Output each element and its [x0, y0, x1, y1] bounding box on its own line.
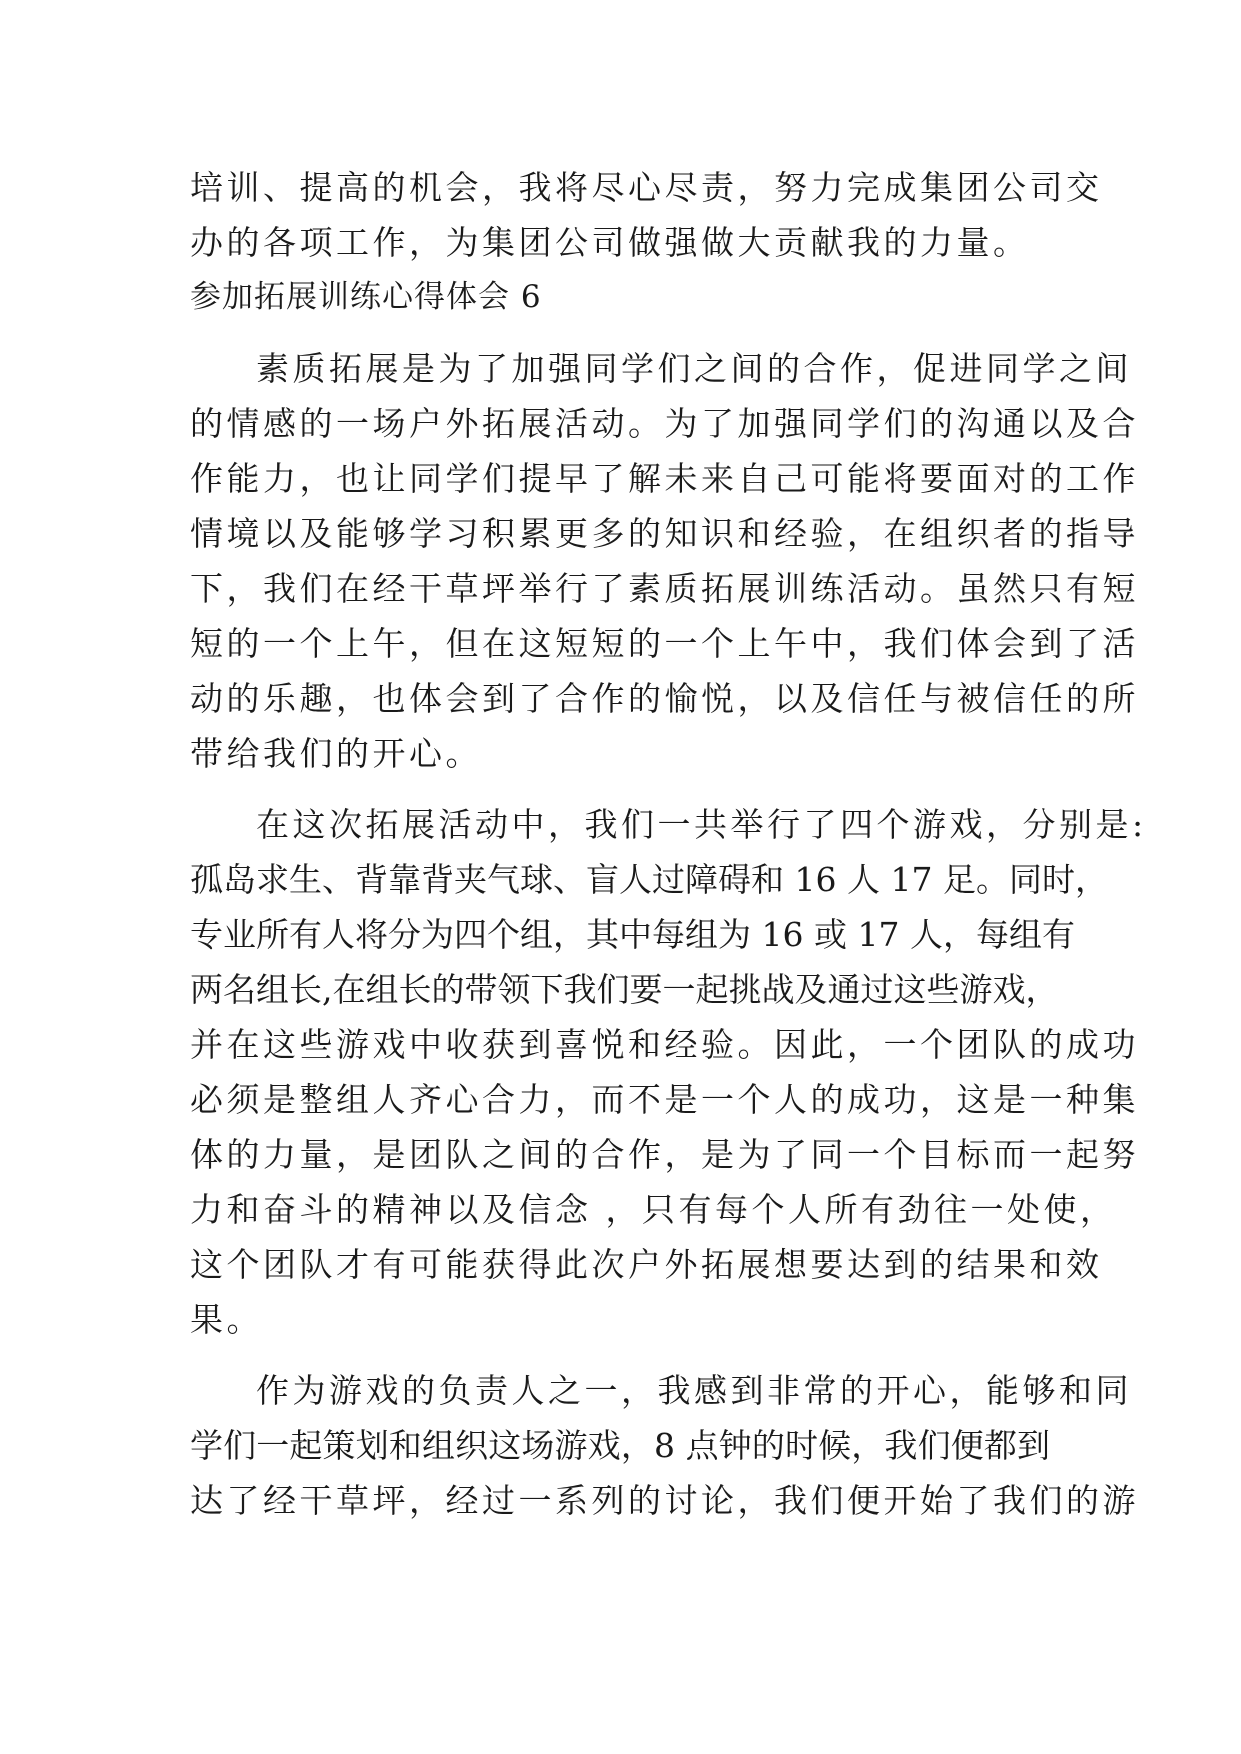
text-line: 并在这些游戏中收获到喜悦和经验。因此，一个团队的成功: [190, 1025, 1139, 1064]
text-line: 下，我们在经干草坪举行了素质拓展训练活动。虽然只有短: [190, 569, 1139, 608]
continuation-paragraph: [190, 160, 1103, 270]
text-line: 力和奋斗的精神以及信念 ，只有每个人所有劲往一处使，: [190, 1190, 1117, 1229]
text-line: 果。: [190, 1300, 263, 1339]
text-line: 培训、提高的机会，我将尽心尽责，努力完成集团公司交: [190, 168, 1103, 207]
text-line: 体的力量，是团队之间的合作，是为了同一个目标而一起努: [190, 1135, 1139, 1174]
text-line: 短的一个上午，但在这短短的一个上午中，我们体会到了活: [190, 624, 1139, 663]
text-line: 办的各项工作，为集团公司做强做大贡献我的力量。: [190, 223, 1030, 262]
text-line: 这个团队才有可能获得此次户外拓展想要达到的结果和效: [190, 1245, 1103, 1284]
text-line: 的情感的一场户外拓展活动。为了加强同学们的沟通以及合: [190, 404, 1139, 443]
paragraph-3: [190, 1363, 1139, 1528]
text-line: 带给我们的开心。: [190, 734, 482, 773]
paragraph-1: [190, 341, 1139, 781]
text-line: 达了经干草坪，经过一系列的讨论，我们便开始了我们的游: [190, 1481, 1139, 1520]
text-line: 专业所有人将分为四个组，其中每组为 16 或 17 人，每组有: [190, 915, 1075, 954]
text-line: 孤岛求生、背靠背夹气球、盲人过障碍和 16 人 17 足。同时，: [190, 860, 1108, 899]
text-line: 必须是整组人齐心合力，而不是一个人的成功，这是一种集: [190, 1080, 1139, 1119]
section-heading: 参加拓展训练心得体会 6: [190, 279, 542, 315]
text-line: 动的乐趣，也体会到了合作的愉悦，以及信任与被信任的所: [190, 679, 1139, 718]
text-line: 作能力，也让同学们提早了解未来自己可能将要面对的工作: [190, 459, 1139, 498]
document-page: [190, 160, 1147, 1528]
text-line: 情境以及能够学习积累更多的知识和经验，在组织者的指导: [190, 514, 1139, 553]
text-line: 学们一起策划和组织这场游戏，8 点钟的时候，我们便都到: [190, 1426, 1050, 1465]
text-line: 素质拓展是为了加强同学们之间的合作，促进同学之间: [256, 349, 1132, 388]
text-line: 两名组长,在组长的带领下我们要一起挑战及通过这些游戏，: [190, 970, 1059, 1009]
text-line: 作为游戏的负责人之一，我感到非常的开心，能够和同: [256, 1371, 1132, 1410]
paragraph-2: [190, 797, 1147, 1347]
text-line: 在这次拓展活动中，我们一共举行了四个游戏，分别是:: [256, 805, 1147, 844]
